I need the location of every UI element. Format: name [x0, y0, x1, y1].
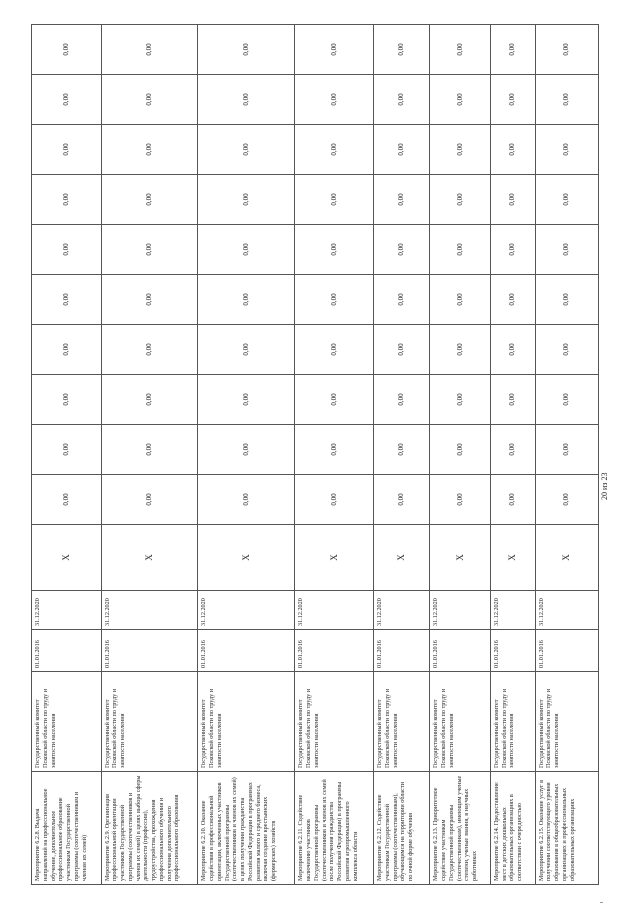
end-date-cell: 31.12.2020: [198, 591, 295, 630]
start-date-cell: 01.01.2016: [430, 630, 490, 672]
value-cell: 0,00: [101, 475, 198, 525]
rotated-table-container: [31, 25, 599, 885]
value-cell: 0,00: [198, 375, 295, 425]
value-cell: 0,00: [198, 275, 295, 325]
program-events-table: [31, 24, 599, 885]
value-cell: 0,00: [32, 25, 102, 75]
executor-cell: Государственный комитет Псковской области по труду и занятости населения: [535, 672, 598, 772]
page-number: 20 из 23: [600, 472, 609, 500]
value-cell: 0,00: [430, 275, 490, 325]
event-cell: Мероприятие 6.2.13. Приоритетное содействие участникам Государственной программы (соотечественникам), имеющим ученые степени, ученые звания, в научных работниках: [430, 772, 490, 885]
value-cell: 0,00: [535, 225, 598, 275]
executor-cell: Государственный комитет Псковской области по труду и занятости населения: [430, 672, 490, 772]
value-cell: 0,00: [101, 425, 198, 475]
start-date-cell: 01.01.2016: [32, 630, 102, 672]
value-cell: 0,00: [535, 425, 598, 475]
value-cell: 0,00: [198, 325, 295, 375]
value-cell: 0,00: [374, 75, 430, 125]
event-cell: Мероприятие 6.2.15. Оказание услуг в получении соответствующего уровня образования в общеобразовательных организациях и профессиональных образовательных организациях: [535, 772, 598, 885]
value-cell: 0,00: [32, 275, 102, 325]
value-cell: 0,00: [32, 375, 102, 425]
value-cell: 0,00: [32, 225, 102, 275]
end-date-cell: 31.12.2020: [430, 591, 490, 630]
end-date-cell: 31.12.2020: [490, 591, 535, 630]
value-cell: 0,00: [32, 175, 102, 225]
value-cell: 0,00: [101, 175, 198, 225]
value-cell: 0,00: [535, 175, 598, 225]
end-date-cell: 31.12.2020: [32, 591, 102, 630]
executor-cell: Государственный комитет Псковской области по труду и занятости населения: [101, 672, 198, 772]
mark-cell: X: [295, 525, 374, 591]
executor-cell: Государственный комитет Псковской области по труду и занятости населения: [374, 672, 430, 772]
value-cell: 0,00: [430, 225, 490, 275]
value-cell: 0,00: [295, 225, 374, 275]
value-cell: 0,00: [198, 175, 295, 225]
value-cell: 0,00: [490, 475, 535, 525]
value-cell: 0,00: [374, 475, 430, 525]
value-cell: 0,00: [198, 75, 295, 125]
value-cell: 0,00: [490, 75, 535, 125]
value-cell: 0,00: [535, 25, 598, 75]
mark-cell: X: [32, 525, 102, 591]
value-cell: 0,00: [490, 275, 535, 325]
start-date-cell: 01.01.2016: [198, 630, 295, 672]
event-cell: Мероприятие 6.2.14. Предоставление мест в детских дошкольных образовательных организациях в соответствии с очередностью: [490, 772, 535, 885]
value-cell: 0,00: [101, 25, 198, 75]
mark-cell: X: [198, 525, 295, 591]
value-cell: 0,00: [430, 175, 490, 225]
value-cell: 0,00: [430, 425, 490, 475]
value-cell: 0,00: [490, 175, 535, 225]
value-cell: 0,00: [535, 125, 598, 175]
value-cell: 0,00: [101, 375, 198, 425]
value-cell: 0,00: [374, 325, 430, 375]
executor-cell: Государственный комитет Псковской области по труду и занятости населения: [198, 672, 295, 772]
value-cell: 0,00: [374, 425, 430, 475]
value-cell: 0,00: [101, 325, 198, 375]
value-cell: 0,00: [535, 275, 598, 325]
value-cell: 0,00: [198, 125, 295, 175]
value-cell: 0,00: [535, 75, 598, 125]
table-row: [32, 25, 102, 885]
scan-mark: [600, 902, 603, 903]
start-date-cell: 01.01.2016: [490, 630, 535, 672]
value-cell: 0,00: [101, 75, 198, 125]
value-cell: 0,00: [101, 225, 198, 275]
table-row: [430, 25, 490, 885]
value-cell: 0,00: [374, 275, 430, 325]
value-cell: 0,00: [32, 125, 102, 175]
mark-cell: X: [374, 525, 430, 591]
table-row: [490, 25, 535, 885]
value-cell: 0,00: [490, 125, 535, 175]
executor-cell: Государственный комитет Псковской области по труду и занятости населения: [490, 672, 535, 772]
value-cell: 0,00: [490, 325, 535, 375]
value-cell: 0,00: [374, 125, 430, 175]
value-cell: 0,00: [490, 25, 535, 75]
start-date-cell: 01.01.2016: [374, 630, 430, 672]
value-cell: 0,00: [101, 275, 198, 325]
value-cell: 0,00: [295, 425, 374, 475]
value-cell: 0,00: [374, 375, 430, 425]
end-date-cell: 31.12.2020: [374, 591, 430, 630]
value-cell: 0,00: [32, 75, 102, 125]
mark-cell: X: [535, 525, 598, 591]
value-cell: 0,00: [490, 225, 535, 275]
value-cell: 0,00: [101, 125, 198, 175]
event-cell: Мероприятие 6.2.11. Содействие включению участников Государственной программы (соотечественников и членов их семей после получения гражданства Российской Федерации) в программы развития агропромышленного комплекса области: [295, 772, 374, 885]
executor-cell: Государственный комитет Псковской области по труду и занятости населения: [32, 672, 102, 772]
value-cell: 0,00: [198, 425, 295, 475]
value-cell: 0,00: [295, 375, 374, 425]
event-cell: Мероприятие 6.2.10. Оказание содействия в профессиональной ориентации, включенных участников Государственной программы (соотечественников и членов их семей) в целях получения гражданства Российской Федерации в программах развития малого и среднего бизнеса, включая создание крестьянских (фермерских) хозяйств: [198, 772, 295, 885]
value-cell: 0,00: [198, 225, 295, 275]
start-date-cell: 01.01.2016: [535, 630, 598, 672]
value-cell: 0,00: [32, 325, 102, 375]
end-date-cell: 31.12.2020: [535, 591, 598, 630]
value-cell: 0,00: [32, 425, 102, 475]
table-row: [295, 25, 374, 885]
value-cell: 0,00: [198, 25, 295, 75]
value-cell: 0,00: [295, 125, 374, 175]
value-cell: 0,00: [490, 375, 535, 425]
event-cell: Мероприятие 6.2.9. Организация профессиональной ориентации участников Государственной программы (соотечественников и членов их семей) в целях выбора сферы деятельности (профессии), трудоустройства, прохождения профессионального обучения и получения дополнительного профессионального образования: [101, 772, 198, 885]
table-body: [32, 25, 599, 885]
value-cell: 0,00: [430, 75, 490, 125]
value-cell: 0,00: [198, 475, 295, 525]
value-cell: 0,00: [32, 475, 102, 525]
value-cell: 0,00: [374, 25, 430, 75]
value-cell: 0,00: [430, 325, 490, 375]
value-cell: 0,00: [295, 325, 374, 375]
table-row: [198, 25, 295, 885]
value-cell: 0,00: [535, 475, 598, 525]
mark-cell: X: [430, 525, 490, 591]
value-cell: 0,00: [490, 425, 535, 475]
end-date-cell: 31.12.2020: [101, 591, 198, 630]
value-cell: 0,00: [374, 225, 430, 275]
value-cell: 0,00: [295, 75, 374, 125]
value-cell: 0,00: [535, 375, 598, 425]
value-cell: 0,00: [430, 475, 490, 525]
value-cell: 0,00: [430, 25, 490, 75]
start-date-cell: 01.01.2016: [101, 630, 198, 672]
value-cell: 0,00: [535, 325, 598, 375]
value-cell: 0,00: [295, 475, 374, 525]
value-cell: 0,00: [295, 25, 374, 75]
start-date-cell: 01.01.2016: [295, 630, 374, 672]
table-row: [535, 25, 598, 885]
mark-cell: X: [490, 525, 535, 591]
value-cell: 0,00: [430, 125, 490, 175]
end-date-cell: 31.12.2020: [295, 591, 374, 630]
event-cell: Мероприятие 6.2.8. Выдача направлений на профессиональное обучение, дополнительное профессиональное образование участникам Государственной программы (соотечественникам и членам их семей): [32, 772, 102, 885]
event-cell: Мероприятие 6.2.12. Содействие участникам Государственной программы (соотечественникам), обучающимся на территории области по очной форме обучения: [374, 772, 430, 885]
executor-cell: Государственный комитет Псковской области по труду и занятости населения: [295, 672, 374, 772]
mark-cell: X: [101, 525, 198, 591]
value-cell: 0,00: [295, 275, 374, 325]
value-cell: 0,00: [295, 175, 374, 225]
value-cell: 0,00: [430, 375, 490, 425]
table-row: [101, 25, 198, 885]
value-cell: 0,00: [374, 175, 430, 225]
table-row: [374, 25, 430, 885]
